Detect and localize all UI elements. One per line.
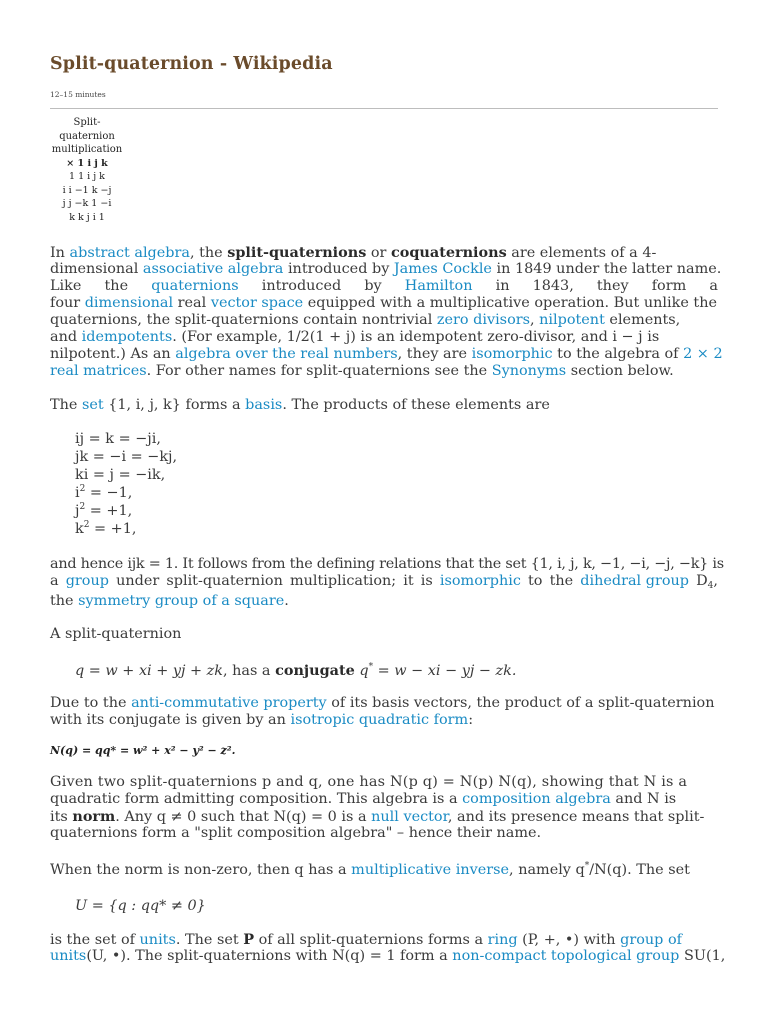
text: (P, +, •) with bbox=[517, 932, 621, 948]
link-james-cockle[interactable]: James Cockle bbox=[393, 261, 492, 277]
text: is bbox=[420, 573, 433, 589]
text: in 1849 under the latter name. bbox=[491, 261, 722, 277]
link-units[interactable]: units bbox=[139, 932, 176, 948]
table-caption-line: quaternion bbox=[59, 130, 115, 142]
link-isomorphic-2[interactable]: isomorphic bbox=[439, 573, 521, 589]
text: = −1, bbox=[85, 485, 133, 501]
text: introduced by bbox=[283, 261, 394, 277]
text: , bbox=[530, 312, 540, 328]
text: When the norm is non-zero, then q has a bbox=[50, 862, 352, 878]
text: and N is bbox=[610, 791, 677, 807]
exponent: 2 bbox=[79, 484, 86, 494]
link-anti-commutative[interactable]: anti-commutative property bbox=[131, 695, 327, 711]
link-abstract-algebra[interactable]: abstract algebra bbox=[69, 245, 190, 261]
conjugate-equation bbox=[75, 662, 718, 679]
term-conjugate: conjugate bbox=[275, 662, 355, 679]
text: a bbox=[50, 573, 59, 589]
text: , and its presence means that split- bbox=[447, 809, 705, 825]
equation: = w − xi − yj − zk. bbox=[373, 663, 517, 679]
table-row: k k j i 1 bbox=[69, 211, 105, 223]
table-caption-line: multiplication bbox=[51, 144, 123, 155]
text: , namely q bbox=[509, 862, 585, 878]
exponent: 2 bbox=[83, 520, 90, 530]
text: . Any q ≠ 0 such that N(q) = 0 is a bbox=[115, 809, 372, 825]
link-real-matrices[interactable]: real matrices bbox=[50, 363, 147, 379]
units-paragraph bbox=[50, 931, 726, 965]
text: quadratic form admitting composition. This algebra is a bbox=[50, 791, 463, 807]
table-row: j j −k 1 −i bbox=[62, 198, 112, 209]
text: form bbox=[651, 278, 687, 294]
link-algebra-over-reals[interactable]: algebra over the real numbers bbox=[175, 346, 398, 362]
text: . (For example, 1/2(1 + j) is an idempotent zero-divisor, and i − j is bbox=[172, 329, 660, 345]
table-caption-line: Split- bbox=[73, 117, 101, 128]
text: = +1, bbox=[89, 521, 137, 537]
equation: q bbox=[354, 663, 369, 679]
link-group-of-units[interactable]: group of bbox=[620, 932, 682, 948]
text: quaternions, the split-quaternions contain nontrivial bbox=[50, 312, 437, 328]
text: SU(1, bbox=[679, 948, 726, 964]
composition-paragraph bbox=[50, 774, 718, 842]
text: Due to the bbox=[50, 695, 132, 711]
link-associative-algebra[interactable]: associative algebra bbox=[142, 261, 284, 277]
product-equation bbox=[75, 502, 177, 520]
text: , the bbox=[189, 245, 228, 261]
text: nilpotent.) As an bbox=[50, 346, 176, 362]
text: and bbox=[50, 329, 82, 345]
read-time: 12–15 minutes bbox=[50, 90, 106, 99]
link-null-vector[interactable]: null vector bbox=[371, 809, 448, 825]
product-equation: ij = k = −ji, bbox=[75, 431, 161, 447]
divider bbox=[50, 108, 718, 109]
exponent: 2 bbox=[79, 502, 86, 512]
link-isomorphic[interactable]: isomorphic bbox=[471, 346, 553, 362]
link-basis[interactable]: basis bbox=[245, 397, 283, 413]
term-coquaternions: coquaternions bbox=[391, 244, 507, 261]
multiplication-table bbox=[50, 116, 124, 224]
text: 1843, bbox=[532, 278, 574, 294]
link-idempotents[interactable]: idempotents bbox=[81, 329, 173, 345]
product-equation bbox=[75, 484, 177, 502]
text: /N(q). The set bbox=[589, 862, 690, 878]
text: a bbox=[709, 278, 718, 294]
text: multiplication; bbox=[290, 573, 397, 589]
text: Like bbox=[50, 278, 82, 294]
text: the bbox=[104, 278, 129, 294]
link-hamilton[interactable]: Hamilton bbox=[404, 278, 473, 294]
norm-equation: N(q) = qq* = w² + x² − y² − z². bbox=[50, 744, 236, 757]
symbol: k bbox=[75, 521, 84, 537]
symbol-P: P bbox=[243, 931, 255, 948]
text: of its basis vectors, the product of a split-quaternion bbox=[326, 695, 715, 711]
text: its bbox=[50, 809, 73, 825]
text: . The set bbox=[175, 932, 244, 948]
term-split-quaternions: split-quaternions bbox=[227, 244, 367, 261]
link-set[interactable]: set bbox=[81, 397, 104, 413]
text: or bbox=[366, 245, 391, 261]
text: to bbox=[528, 573, 543, 589]
text: = +1, bbox=[85, 503, 133, 519]
term-norm: norm bbox=[72, 808, 116, 825]
text: equipped with a multiplicative operation. But unlike the bbox=[303, 295, 717, 311]
conjugate-paragraph bbox=[50, 695, 718, 729]
superscript: * bbox=[584, 861, 590, 871]
link-vector-space[interactable]: vector space bbox=[210, 295, 304, 311]
text: quaternions form a "split composition algebra" – hence their name. bbox=[50, 825, 542, 841]
text: : bbox=[468, 712, 474, 728]
text: In bbox=[50, 245, 70, 261]
link-ring[interactable]: ring bbox=[487, 932, 518, 948]
link-zero-divisors[interactable]: zero divisors bbox=[436, 312, 530, 328]
text: {1, i, j, k} forms a bbox=[103, 397, 246, 413]
link-multiplicative-inverse[interactable]: multiplicative inverse bbox=[351, 862, 510, 878]
link-isotropic-quadratic-form[interactable]: isotropic quadratic form bbox=[290, 712, 469, 728]
table-row: 1 1 i j k bbox=[69, 171, 105, 182]
text: split-quaternion bbox=[166, 573, 283, 589]
text: The bbox=[50, 397, 82, 413]
text: , they are bbox=[397, 346, 472, 362]
text: of all split-quaternions forms a bbox=[254, 932, 488, 948]
text: and hence ijk = 1. It follows from the defining relations that the set {1, i, j, k, −1, −i, −j, −k} is bbox=[50, 556, 724, 572]
intro-paragraph bbox=[50, 244, 723, 380]
text: to the algebra of bbox=[552, 346, 684, 362]
text: dimensional bbox=[50, 261, 143, 277]
symbol: j bbox=[75, 503, 80, 519]
link-dihedral-group[interactable]: dihedral group bbox=[580, 573, 689, 589]
text: . The products of these elements are bbox=[282, 397, 550, 413]
page-title: Split-quaternion - Wikipedia bbox=[50, 54, 333, 74]
text: D bbox=[696, 573, 708, 589]
text: the bbox=[549, 573, 574, 589]
link-group[interactable]: group bbox=[65, 573, 109, 589]
text: is the set of bbox=[50, 932, 140, 948]
text: are elements of a 4- bbox=[506, 245, 657, 261]
subscript: 4 bbox=[707, 581, 714, 591]
table-row: i i −1 k −j bbox=[62, 184, 112, 196]
product-equation bbox=[75, 520, 177, 538]
product-equation: jk = −i = −kj, bbox=[75, 449, 178, 465]
text: introduced bbox=[261, 278, 342, 294]
products-list bbox=[75, 430, 177, 538]
link-2x2[interactable]: 2 × 2 bbox=[683, 346, 723, 362]
text: by bbox=[364, 278, 382, 294]
text: , has a bbox=[222, 663, 276, 679]
group-paragraph: and hence ijk = 1. It follows from the defining relations that the set {1, i, j, k, −1, −i, −j, −k} is a group under split-quaternion multiplication; it is isomorphic to the dihedral group $D_4$, the symmetry group of a square. bbox=[50, 556, 724, 609]
text: real bbox=[173, 295, 211, 311]
text: . bbox=[284, 593, 289, 609]
text: they bbox=[596, 278, 629, 294]
equation: q = w + xi + yj + zk bbox=[75, 663, 223, 679]
text: four bbox=[50, 295, 85, 311]
text: Given two split-quaternions p and q, one has N(p q) = N(p) N(q), showing that N is a bbox=[50, 774, 688, 790]
text: elements, bbox=[604, 312, 681, 328]
units-equation: U = {q : qq* ≠ 0} bbox=[75, 898, 206, 914]
superscript: * bbox=[368, 662, 374, 672]
text: the bbox=[50, 593, 79, 609]
link-symmetry-group-square[interactable]: symmetry group of a square bbox=[78, 593, 285, 609]
inverse-paragraph bbox=[50, 862, 718, 879]
link-nilpotent[interactable]: nilpotent bbox=[539, 312, 605, 328]
link-dimensional[interactable]: dimensional bbox=[84, 295, 174, 311]
text: (U, •). The split-quaternions with N(q) = 1 form a bbox=[86, 948, 453, 964]
link-synonyms[interactable]: Synonyms bbox=[491, 363, 567, 379]
text: in bbox=[495, 278, 510, 294]
link-quaternions[interactable]: quaternions bbox=[151, 278, 239, 294]
basis-paragraph bbox=[50, 397, 718, 414]
table-header-row: × 1 i j k bbox=[66, 157, 108, 169]
text: it bbox=[403, 573, 414, 589]
split-quaternion-intro: A split-quaternion bbox=[50, 626, 182, 642]
product-equation: ki = j = −ik, bbox=[75, 467, 166, 483]
link-non-compact-topological-group[interactable]: non-compact topological group bbox=[452, 948, 680, 964]
text: under bbox=[116, 573, 160, 589]
text: . For other names for split-quaternions see the bbox=[146, 363, 492, 379]
text: with its conjugate is given by an bbox=[50, 712, 291, 728]
link-units-2[interactable]: units bbox=[50, 948, 87, 964]
text: section below. bbox=[566, 363, 674, 379]
link-composition-algebra[interactable]: composition algebra bbox=[462, 791, 611, 807]
symbol: i bbox=[75, 485, 80, 501]
